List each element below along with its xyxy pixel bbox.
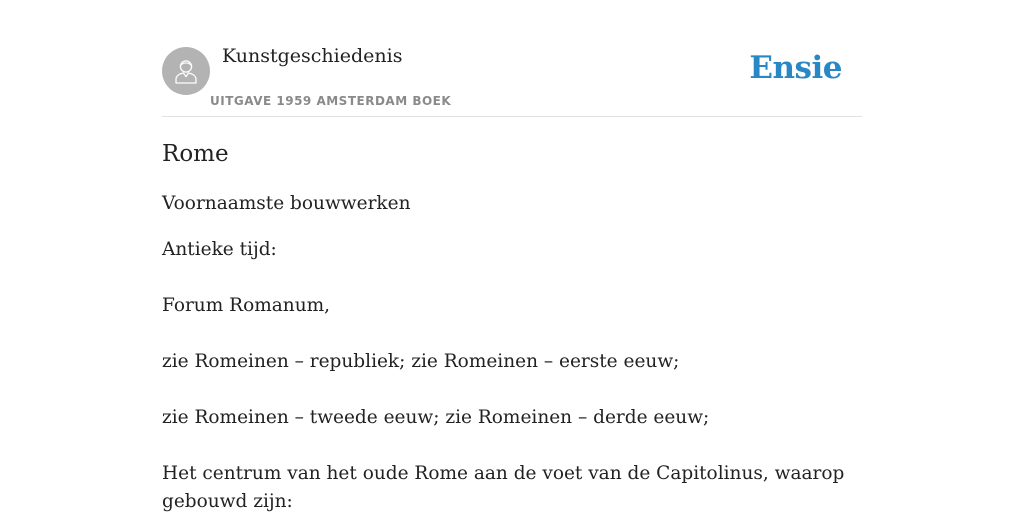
paragraph: Antieke tijd: [162, 239, 277, 260]
book-meta: UITGAVE 1959 AMSTERDAM BOEK [210, 94, 452, 108]
article-content [162, 139, 862, 512]
avatar[interactable] [162, 47, 210, 95]
paragraph: Het centrum van het oude Rome aan de voet van de Capitolinus, waarop gebouwd zijn: [162, 463, 845, 512]
header [162, 0, 862, 117]
user-silhouette-icon [171, 56, 201, 86]
paragraph: Forum Romanum, [162, 295, 331, 316]
section-heading: Voornaamste bouwwerken [162, 193, 411, 214]
paragraph: zie Romeinen – tweede eeuw; zie Romeinen – derde eeuw; [162, 407, 710, 428]
book-title[interactable]: Kunstgeschiedenis [222, 45, 403, 67]
page-title: Rome [162, 141, 229, 167]
brand-logo[interactable]: Ensie [749, 50, 842, 86]
paragraph: zie Romeinen – republiek; zie Romeinen – eerste eeuw; [162, 351, 680, 372]
